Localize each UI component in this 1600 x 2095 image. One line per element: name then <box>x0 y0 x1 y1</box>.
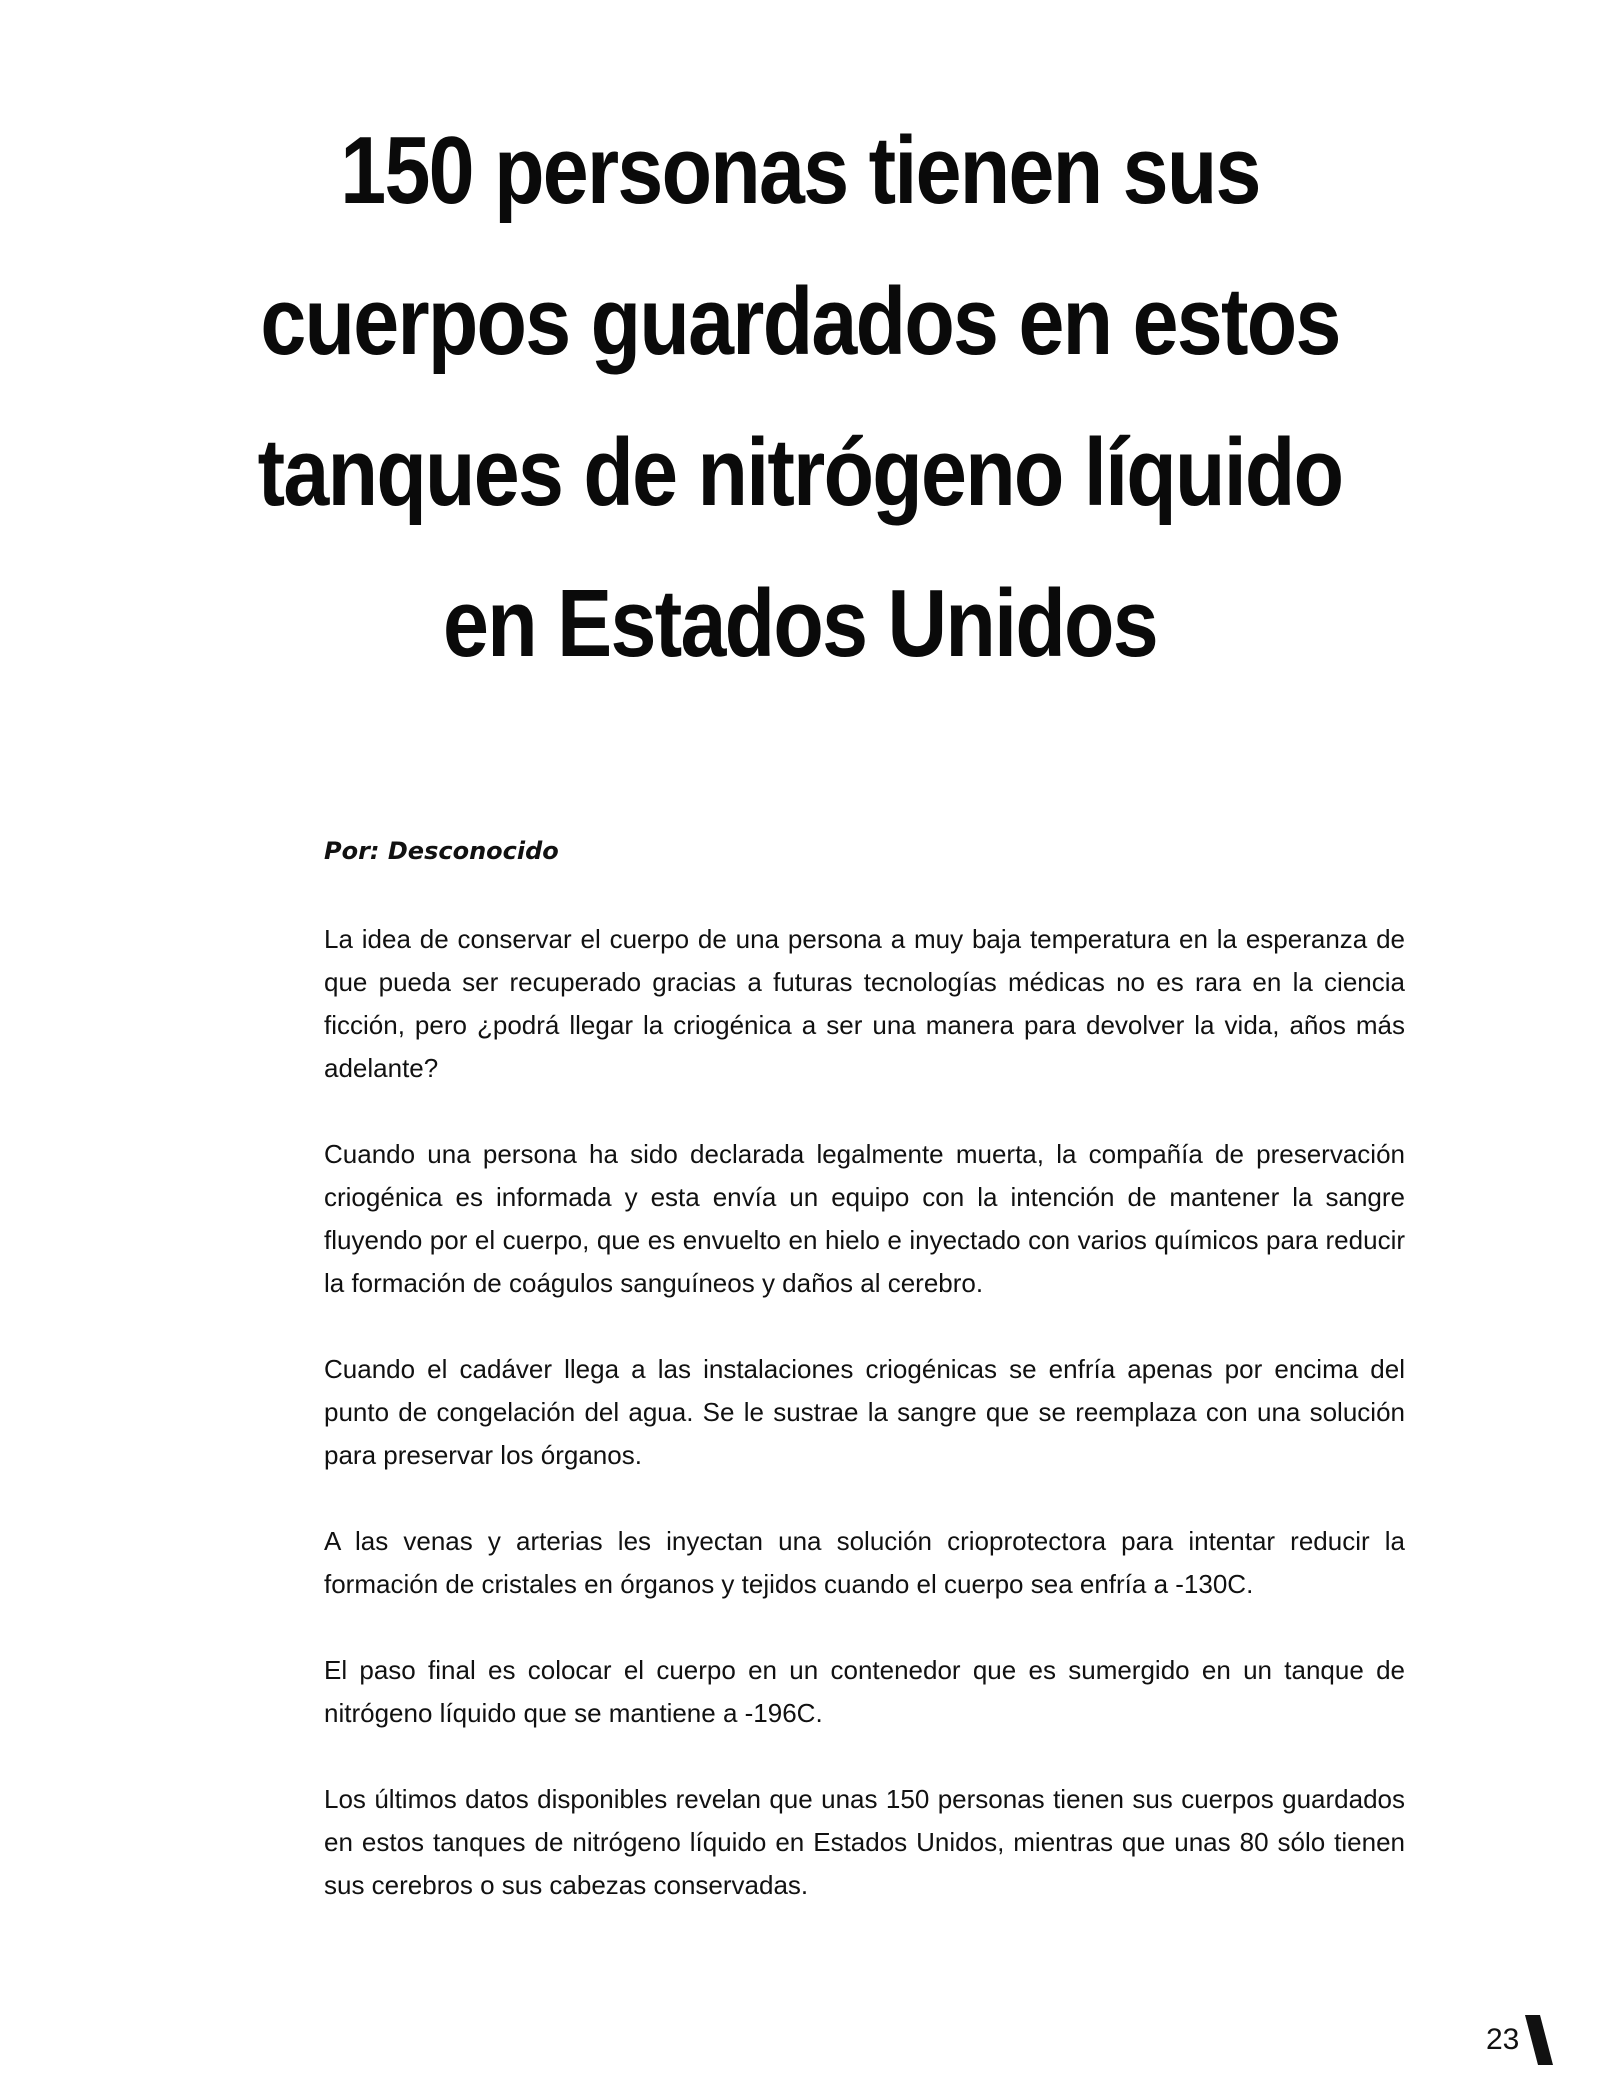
paragraph-cryoprotectant: A las venas y arterias les inyectan una solución crioprotectora para intentar reducir la formación de cristales en órganos y tejidos cuando el cuerpo sea enfría a -130C. <box>324 1526 1405 1599</box>
title-line-3: tanques de nitrógeno líquido <box>257 419 1343 526</box>
paragraph-intro: La idea de conservar el cuerpo de una persona a muy baja temperatura en la esperanza de que pueda ser recuperado gracias a futuras tecnologías médicas no es rara en la ciencia ficción, pero ¿podrá llegar la criogénica a ser una manera para devolver la vida, años más adelante? <box>324 924 1405 1083</box>
paragraph-declared-dead: Cuando una persona ha sido declarada legalmente muerta, la compañía de preservación criogénica es informada y esta envía un equipo con la intención de mantener la sangre fluyendo por el cuerpo, que es envuelto en hielo e inyectado con varios químicos para reducir la formación de coágulos sanguíneos y daños al cerebro. <box>324 1139 1405 1298</box>
page-footer <box>1486 2015 1555 2065</box>
title-line-2: cuerpos guardados en estos <box>260 268 1340 375</box>
slanted-bar-shape <box>1525 2015 1553 2065</box>
author-byline: Por: Desconocido <box>324 837 559 865</box>
article-body <box>324 918 1405 1950</box>
paragraph-final-step: El paso final es colocar el cuerpo en un contenedor que es sumergido en un tanque de nitrógeno líquido que se mantiene a -196C. <box>324 1655 1405 1728</box>
slanted-bar-icon <box>1523 2015 1555 2065</box>
paragraph-statistics: Los últimos datos disponibles revelan que unas 150 personas tienen sus cuerpos guardados en estos tanques de nitrógeno líquido en Estados Unidos, mientras que unas 80 sólo tienen sus cerebros o sus cabezas conservadas. <box>324 1784 1405 1900</box>
page-title <box>241 95 1359 699</box>
page-number: 23 <box>1486 2023 1520 2056</box>
paragraph-arrival: Cuando el cadáver llega a las instalaciones criogénicas se enfría apenas por encima del punto de congelación del agua. Se le sustrae la sangre que se reemplaza con una solución para preservar los órganos. <box>324 1354 1405 1470</box>
title-line-1: 150 personas tienen sus <box>340 117 1260 224</box>
title-line-4: en Estados Unidos <box>443 570 1157 677</box>
